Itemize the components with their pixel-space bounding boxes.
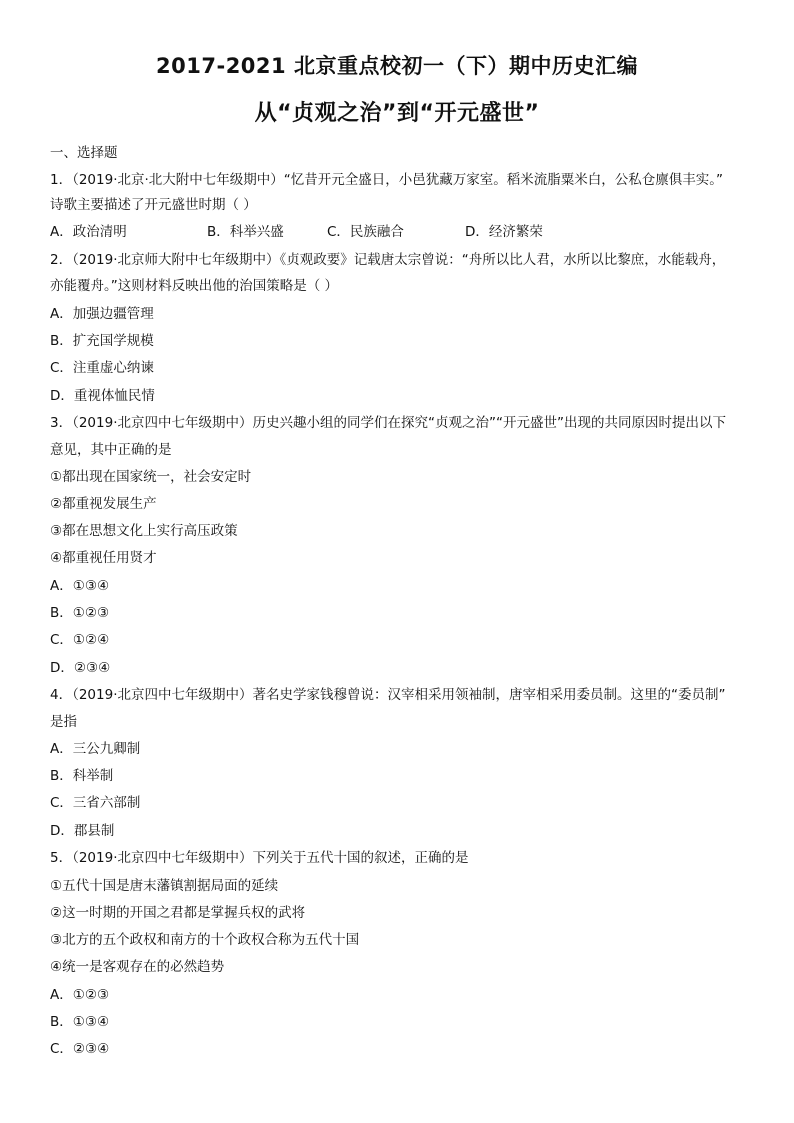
question-4-option-d[interactable]: D．郡县制 [50,823,115,839]
question-1-stem-line-2: 诗歌主要描述了开元盛世时期（ ） [50,197,257,213]
question-5-item-1: ①五代十国是唐末藩镇割据局面的延续 [50,878,279,894]
question-4-option-c[interactable]: C．三省六部制 [50,795,141,811]
question-1-option-a[interactable]: A．政治清明 [50,224,127,240]
question-1-option-b[interactable]: B．科举兴盛 [207,224,284,240]
question-2-option-c[interactable]: C．注重虚心纳谏 [50,360,154,376]
question-2-stem-line-2: 亦能覆舟。”这则材料反映出他的治国策略是（ ） [50,278,339,294]
question-3-stem-line-2: 意见，其中正确的是 [50,442,172,458]
question-5-item-4: ④统一是客观存在的必然趋势 [50,959,225,975]
document-subtitle: 从“贞观之治”到“开元盛世” [254,101,540,126]
question-3-item-4: ④都重视任用贤才 [50,550,157,566]
question-5-item-2: ②这一时期的开国之君都是掌握兵权的武将 [50,905,306,921]
question-3-option-a[interactable]: A．①③④ [50,578,110,594]
question-4-option-b[interactable]: B．科举制 [50,768,114,784]
question-4-stem-line-2: 是指 [50,714,77,730]
question-2-option-b[interactable]: B．扩充国学规模 [50,333,154,349]
question-3-item-3: ③都在思想文化上实行高压政策 [50,523,238,539]
question-3-option-c[interactable]: C．①②④ [50,632,110,648]
question-4-stem-line-1: 4．（2019·北京四中七年级期中）著名史学家钱穆曾说：汉宰相采用领袖制，唐宰相采用委员制。这里的“委员制” [50,687,726,703]
question-5-stem-line-1: 5．（2019·北京四中七年级期中）下列关于五代十国的叙述，正确的是 [50,850,469,866]
question-5-option-c[interactable]: C．②③④ [50,1041,110,1057]
question-3-option-d[interactable]: D．②③④ [50,660,111,676]
question-1-stem-line-1: 1．（2019·北京·北大附中七年级期中）“忆昔开元全盛日，小邑犹藏万家室。稻米流脂粟米白，公私仓廪俱丰实。” [50,172,724,188]
question-5-option-b[interactable]: B．①③④ [50,1014,110,1030]
question-3-stem-line-1: 3．（2019·北京四中七年级期中）历史兴趣小组的同学们在探究“贞观之治”“开元盛世”出现的共同原因时提出以下 [50,415,726,431]
question-2-stem-line-1: 2．（2019·北京师大附中七年级期中）《贞观政要》记载唐太宗曾说：“舟所以比人君，水所以比黎庶，水能载舟， [50,252,726,268]
question-3-option-b[interactable]: B．①②③ [50,605,110,621]
question-4-option-a[interactable]: A．三公九卿制 [50,741,141,757]
document-title: 2017-2021 北京重点校初一（下）期中历史汇编 [156,54,638,78]
question-2-option-a[interactable]: A．加强边疆管理 [50,306,154,322]
question-1-option-d[interactable]: D．经济繁荣 [465,224,543,240]
section-heading: 一、选择题 [50,145,118,161]
question-5-option-a[interactable]: A．①②③ [50,987,110,1003]
question-3-item-1: ①都出现在国家统一，社会安定时 [50,469,252,485]
question-2-option-d[interactable]: D．重视体恤民情 [50,388,155,404]
question-3-item-2: ②都重视发展生产 [50,496,157,512]
question-5-item-3: ③北方的五个政权和南方的十个政权合称为五代十国 [50,932,360,948]
question-1-option-c[interactable]: C．民族融合 [327,224,404,240]
